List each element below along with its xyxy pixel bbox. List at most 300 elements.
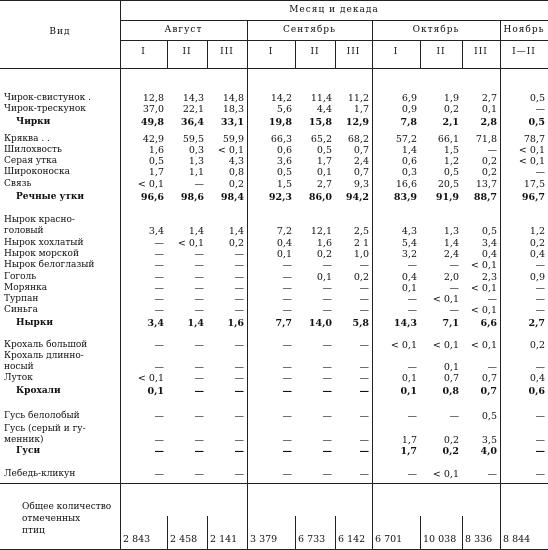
decade-header: II — [182, 47, 192, 57]
table-cell: — — [359, 411, 369, 422]
table-cell: — — [322, 469, 332, 480]
table-cell: 0,5 — [443, 167, 459, 178]
table-cell: — — [322, 411, 332, 422]
table-cell: 7,8 — [400, 117, 417, 128]
table-cell: — — [234, 446, 244, 457]
row-label: носый — [4, 362, 34, 372]
footer-rule — [0, 483, 548, 484]
table-cell: — — [359, 260, 369, 271]
table-cell: 0,5 — [276, 167, 292, 178]
table-cell: 57,2 — [395, 134, 417, 145]
table-cell: 5,8 — [352, 318, 369, 329]
table-cell: — — [234, 249, 244, 260]
table-cell: 0,5 — [481, 411, 497, 422]
table-cell: — — [449, 260, 459, 271]
table-cell: 0,9 — [529, 272, 545, 283]
table-cell: < 0,1 — [470, 283, 497, 294]
table-cell: — — [154, 238, 164, 249]
table-cell: 3,4 — [147, 318, 164, 329]
table-cell: 0,7 — [481, 373, 497, 384]
table-cell: — — [194, 272, 204, 283]
table-cell: — — [282, 283, 292, 294]
table-cell: — — [407, 411, 417, 422]
table-cell: — — [322, 283, 332, 294]
row-label: Крохаль длинно- — [4, 351, 84, 361]
row-label: Луток — [4, 373, 33, 383]
table-cell: 2,0 — [443, 272, 459, 283]
table-cell: — — [154, 294, 164, 305]
table-cell: — — [282, 272, 292, 283]
table-cell: < 0,1 — [470, 260, 497, 271]
table-cell: 0,1 — [316, 272, 332, 283]
table-cell: 0,2 — [316, 249, 332, 260]
table-cell: 1,7 — [400, 446, 417, 457]
table-cell: 1,4 — [228, 226, 244, 237]
table-cell: 0,1 — [400, 386, 417, 397]
table-cell: 91,9 — [435, 192, 459, 203]
table-cell: 1,6 — [227, 318, 244, 329]
table-cell: 1,9 — [443, 93, 459, 104]
row-label: головый — [4, 226, 44, 236]
decade-header: I—II — [512, 47, 536, 57]
table-cell: — — [359, 294, 369, 305]
row-label: Гуси — [16, 446, 41, 456]
table-cell: — — [194, 411, 204, 422]
table-cell: — — [407, 305, 417, 316]
table-cell: 0,6 — [401, 156, 417, 167]
table-cell: — — [194, 305, 204, 316]
table-cell: — — [322, 446, 332, 457]
row-label: Чирок-свистунок . — [4, 93, 91, 103]
table-cell: — — [359, 373, 369, 384]
table-cell: 1,7 — [316, 156, 332, 167]
table-cell: — — [322, 340, 332, 351]
table-cell: 0,5 — [528, 117, 545, 128]
table-cell: 14,2 — [270, 93, 292, 104]
total-cell: 10 038 — [423, 534, 457, 545]
table-cell: 0,5 — [148, 156, 164, 167]
table-cell: 14,0 — [308, 318, 332, 329]
table-cell: — — [154, 305, 164, 316]
table-cell: 0,2 — [529, 340, 545, 351]
table-cell: — — [154, 469, 164, 480]
total-label: птиц — [22, 526, 45, 536]
total-cell: 2 843 — [123, 534, 151, 545]
total-cell: 3 379 — [250, 534, 278, 545]
table-cell: 96,6 — [140, 192, 164, 203]
table-cell: 12,1 — [310, 226, 332, 237]
row-label: Чирки — [16, 117, 51, 127]
table-cell: 0,2 — [228, 179, 244, 190]
table-cell: 49,8 — [140, 117, 164, 128]
total-cell: 6 701 — [375, 534, 403, 545]
table-cell: — — [322, 386, 332, 397]
table-cell: 0,5 — [316, 145, 332, 156]
table-cell: 2,7 — [481, 93, 497, 104]
table-cell: — — [282, 362, 292, 373]
table-cell: 0,2 — [529, 238, 545, 249]
table-cell: 0,5 — [481, 226, 497, 237]
table-cell: — — [282, 435, 292, 446]
table-cell: 1,6 — [148, 145, 164, 156]
table-cell: — — [282, 340, 292, 351]
row-label: Шилохвость — [4, 145, 62, 155]
table-cell: 1,3 — [188, 156, 204, 167]
table-cell: 0,4 — [529, 249, 545, 260]
table-cell: 6,9 — [401, 93, 417, 104]
table-cell: — — [194, 435, 204, 446]
table-cell: — — [322, 435, 332, 446]
table-cell: — — [194, 179, 204, 190]
table-cell: — — [535, 362, 545, 373]
table-cell: 3,4 — [481, 238, 497, 249]
decade-header: III — [220, 47, 234, 57]
row-label: Кряква . . — [4, 134, 50, 144]
table-cell: 59,9 — [222, 134, 244, 145]
table-cell: — — [194, 249, 204, 260]
row-label: Речные утки — [16, 192, 85, 202]
table-cell: — — [282, 386, 292, 397]
total-cell: 2 458 — [170, 534, 198, 545]
table-cell: — — [282, 260, 292, 271]
row-label: Чирок-трескунок — [4, 104, 86, 114]
table-cell: 12,8 — [142, 93, 164, 104]
month-decade-header: Месяц и декада — [289, 5, 379, 15]
table-cell: — — [234, 260, 244, 271]
total-cell: 8 844 — [503, 534, 531, 545]
table-cell: 1,7 — [401, 435, 417, 446]
table-cell: 2,4 — [353, 156, 369, 167]
table-cell: 7,7 — [275, 318, 292, 329]
top-rule — [0, 0, 548, 1]
row-label: Крохаль большой — [4, 340, 88, 350]
table-cell: 13,7 — [475, 179, 497, 190]
table-cell: 0,2 — [481, 156, 497, 167]
table-cell: 9,3 — [353, 179, 369, 190]
row-label: менник) — [4, 435, 44, 445]
total-sep-1 — [207, 516, 208, 550]
table-cell: 2,3 — [481, 272, 497, 283]
row-label: Гусь белолобый — [4, 411, 80, 421]
table-cell: 94,2 — [345, 192, 369, 203]
total-cell: 6 142 — [338, 534, 366, 545]
table-cell: — — [487, 294, 497, 305]
table-cell: — — [359, 305, 369, 316]
table-cell: 7,2 — [276, 226, 292, 237]
total-cell: 8 336 — [465, 534, 493, 545]
table-cell: 0,1 — [443, 362, 459, 373]
row-label: Нырок белоглазый — [4, 260, 95, 270]
table-cell: — — [487, 145, 497, 156]
table-cell: < 0,1 — [217, 145, 244, 156]
table-cell: 12,9 — [345, 117, 369, 128]
table-cell: 0,2 — [442, 446, 459, 457]
table-cell: < 0,1 — [432, 294, 459, 305]
table-cell: < 0,1 — [390, 340, 417, 351]
table-cell: — — [234, 272, 244, 283]
table-cell: 15,8 — [308, 117, 332, 128]
total-sep-4 — [420, 516, 421, 550]
table-cell: 16,6 — [395, 179, 417, 190]
table-cell: — — [194, 362, 204, 373]
table-cell: 1,0 — [353, 249, 369, 260]
table-cell: 3,2 — [401, 249, 417, 260]
table-cell: 4,4 — [316, 104, 332, 115]
table-cell: 0,2 — [481, 167, 497, 178]
table-cell: — — [359, 446, 369, 457]
table-cell: < 0,1 — [518, 156, 545, 167]
table-cell: 4,3 — [228, 156, 244, 167]
table-cell: 0,6 — [528, 386, 545, 397]
table-cell: — — [194, 294, 204, 305]
table-cell: 3,4 — [148, 226, 164, 237]
total-label: Общее количество — [22, 502, 112, 512]
total-label: отмеченных — [22, 514, 81, 524]
decade-rule — [120, 40, 548, 41]
table-cell: — — [535, 411, 545, 422]
table-cell: 0,7 — [353, 145, 369, 156]
table-cell: 66,3 — [270, 134, 292, 145]
table-cell: 11,4 — [310, 93, 332, 104]
table-cell: 2,1 — [442, 117, 459, 128]
row-label: Нырки — [16, 318, 53, 328]
table-cell: 2,5 — [353, 226, 369, 237]
total-sep-0 — [167, 516, 168, 550]
row-label: Турпан — [4, 294, 39, 304]
row-label: Широконоска — [4, 167, 70, 177]
table-cell: — — [535, 446, 545, 457]
table-cell: — — [487, 362, 497, 373]
table-cell: — — [359, 435, 369, 446]
month-header: Ноябрь — [503, 25, 545, 35]
table-cell: — — [194, 260, 204, 271]
table-cell: — — [487, 469, 497, 480]
table-cell: < 0,1 — [432, 469, 459, 480]
table-cell: — — [154, 283, 164, 294]
table-cell: — — [194, 446, 204, 457]
decade-header: III — [346, 47, 361, 57]
table-cell: 1,5 — [276, 179, 292, 190]
decade-header: III — [474, 47, 488, 57]
table-cell: 2,7 — [528, 318, 545, 329]
table-cell: 2 1 — [353, 238, 369, 249]
table-cell: 14,8 — [222, 93, 244, 104]
table-cell: 0,3 — [188, 145, 204, 156]
table-cell: — — [407, 294, 417, 305]
table-cell: — — [194, 386, 204, 397]
table-cell: 7,1 — [442, 318, 459, 329]
table-cell: 1,4 — [401, 145, 417, 156]
table-cell: 2,4 — [443, 249, 459, 260]
table-cell: — — [282, 305, 292, 316]
table-cell: 59,5 — [182, 134, 204, 145]
table-cell: — — [359, 362, 369, 373]
table-cell: — — [234, 373, 244, 384]
table-cell: 0,8 — [228, 167, 244, 178]
table-cell: — — [194, 283, 204, 294]
table-cell: — — [449, 305, 459, 316]
table-cell: 5,4 — [401, 238, 417, 249]
table-cell: 0,1 — [276, 249, 292, 260]
month-sep-0 — [247, 20, 248, 550]
table-cell: 0,9 — [401, 104, 417, 115]
table-cell: — — [449, 283, 459, 294]
table-cell: — — [322, 260, 332, 271]
row-label: Лебедь-кликун — [4, 469, 76, 479]
table-cell: 0,1 — [316, 167, 332, 178]
table-cell: 92,3 — [268, 192, 292, 203]
table-cell: 1,6 — [316, 238, 332, 249]
table-cell: 0,5 — [529, 93, 545, 104]
table-cell: 14,3 — [182, 93, 204, 104]
table-cell: 0,7 — [480, 386, 497, 397]
table-cell: — — [322, 305, 332, 316]
table-cell: 98,6 — [180, 192, 204, 203]
row-label: Нырок морской — [4, 249, 79, 259]
table-cell: < 0,1 — [470, 340, 497, 351]
table-cell: 0,7 — [353, 167, 369, 178]
decade-header: II — [436, 47, 446, 57]
table-cell: 22,1 — [182, 104, 204, 115]
table-cell: 36,4 — [180, 117, 204, 128]
table-cell: — — [154, 435, 164, 446]
table-cell: 1,3 — [443, 226, 459, 237]
table-cell: — — [234, 362, 244, 373]
table-cell: 19,8 — [268, 117, 292, 128]
table-cell: — — [234, 294, 244, 305]
table-cell: 65,2 — [310, 134, 332, 145]
table-cell: 6,6 — [480, 318, 497, 329]
table-cell: 0,7 — [443, 373, 459, 384]
table-cell: — — [407, 362, 417, 373]
table-cell: — — [407, 260, 417, 271]
table-cell: — — [359, 469, 369, 480]
table-cell: — — [407, 469, 417, 480]
table-cell: 37,0 — [142, 104, 164, 115]
table-cell: — — [282, 373, 292, 384]
header-bottom-rule — [0, 68, 548, 69]
table-cell: — — [154, 272, 164, 283]
table-cell: — — [282, 446, 292, 457]
table-cell: 1,4 — [188, 226, 204, 237]
table-cell: — — [322, 294, 332, 305]
table-cell: — — [449, 411, 459, 422]
total-cell: 2 141 — [210, 534, 238, 545]
table-cell: 68,2 — [347, 134, 369, 145]
table-cell: 1,7 — [353, 104, 369, 115]
table-cell: 11,2 — [347, 93, 369, 104]
table-cell: 66,1 — [437, 134, 459, 145]
table-cell: — — [234, 411, 244, 422]
table-cell: 0,1 — [147, 386, 164, 397]
table-cell: 1,4 — [443, 238, 459, 249]
species-column-header: Вид — [49, 27, 71, 37]
table-cell: 0,4 — [529, 373, 545, 384]
total-cell: 6 733 — [298, 534, 326, 545]
table-cell: < 0,1 — [518, 145, 545, 156]
table-cell: 0,6 — [276, 145, 292, 156]
table-cell: 3,6 — [276, 156, 292, 167]
table-cell: — — [359, 386, 369, 397]
table-cell: 0,2 — [228, 238, 244, 249]
table-cell: — — [234, 305, 244, 316]
table-cell: 1,1 — [188, 167, 204, 178]
table-cell: 0,3 — [401, 167, 417, 178]
table-cell: 4,3 — [401, 226, 417, 237]
row-label: Нырок красно- — [4, 215, 75, 225]
table-cell: < 0,1 — [432, 340, 459, 351]
table-cell: — — [234, 469, 244, 480]
table-cell: 2,8 — [480, 117, 497, 128]
table-cell: 86,0 — [308, 192, 332, 203]
decade-header: I — [141, 47, 146, 57]
table-cell: — — [359, 340, 369, 351]
table-cell: 0,4 — [276, 238, 292, 249]
month-header: Сентябрь — [283, 25, 336, 35]
table-cell: 33,1 — [220, 117, 244, 128]
table-cell: 0,4 — [481, 249, 497, 260]
total-sep-3 — [335, 516, 336, 550]
table-cell: 0,4 — [401, 272, 417, 283]
table-cell: — — [194, 469, 204, 480]
table-cell: < 0,1 — [137, 179, 164, 190]
month-sep-1 — [372, 20, 373, 550]
table-cell: 98,4 — [220, 192, 244, 203]
decade-header: I — [393, 47, 399, 57]
total-sep-5 — [462, 516, 463, 550]
table-cell: < 0,1 — [137, 373, 164, 384]
table-cell: — — [535, 294, 545, 305]
table-cell: 18,3 — [222, 104, 244, 115]
row-label: Синьга — [4, 305, 38, 315]
table-cell: — — [154, 362, 164, 373]
table-cell: 0,8 — [442, 386, 459, 397]
table-cell: 3,5 — [481, 435, 497, 446]
decade-header: I — [268, 47, 274, 57]
table-cell: 1,4 — [187, 318, 204, 329]
table-cell: — — [282, 294, 292, 305]
row-label: Морянка — [4, 283, 48, 293]
table-cell: — — [535, 167, 545, 178]
month-sep-2 — [500, 20, 501, 550]
table-cell: — — [535, 104, 545, 115]
decade-header: II — [310, 47, 320, 57]
row-label: Серая утка — [4, 156, 58, 166]
table-cell: — — [322, 362, 332, 373]
table-cell: — — [154, 411, 164, 422]
table-cell: 42,9 — [142, 134, 164, 145]
table-cell: 0,2 — [353, 272, 369, 283]
row-label: Связь — [4, 179, 32, 189]
table-cell: 14,3 — [393, 318, 417, 329]
table-cell: — — [535, 469, 545, 480]
table-cell: 1,2 — [529, 226, 545, 237]
table-cell: — — [535, 305, 545, 316]
table-cell: — — [234, 386, 244, 397]
table-cell: 1,7 — [148, 167, 164, 178]
table-cell: — — [535, 283, 545, 294]
table-cell: — — [154, 260, 164, 271]
row-label: Крохали — [16, 386, 61, 396]
table-cell: < 0,1 — [470, 305, 497, 316]
col-sep-species — [120, 0, 121, 550]
month-header: Август — [164, 25, 203, 35]
table-cell: 1,5 — [443, 145, 459, 156]
table-cell: 96,7 — [521, 192, 545, 203]
table-cell: 71,8 — [475, 134, 497, 145]
total-sep-2 — [295, 516, 296, 550]
table-cell: 1,2 — [443, 156, 459, 167]
